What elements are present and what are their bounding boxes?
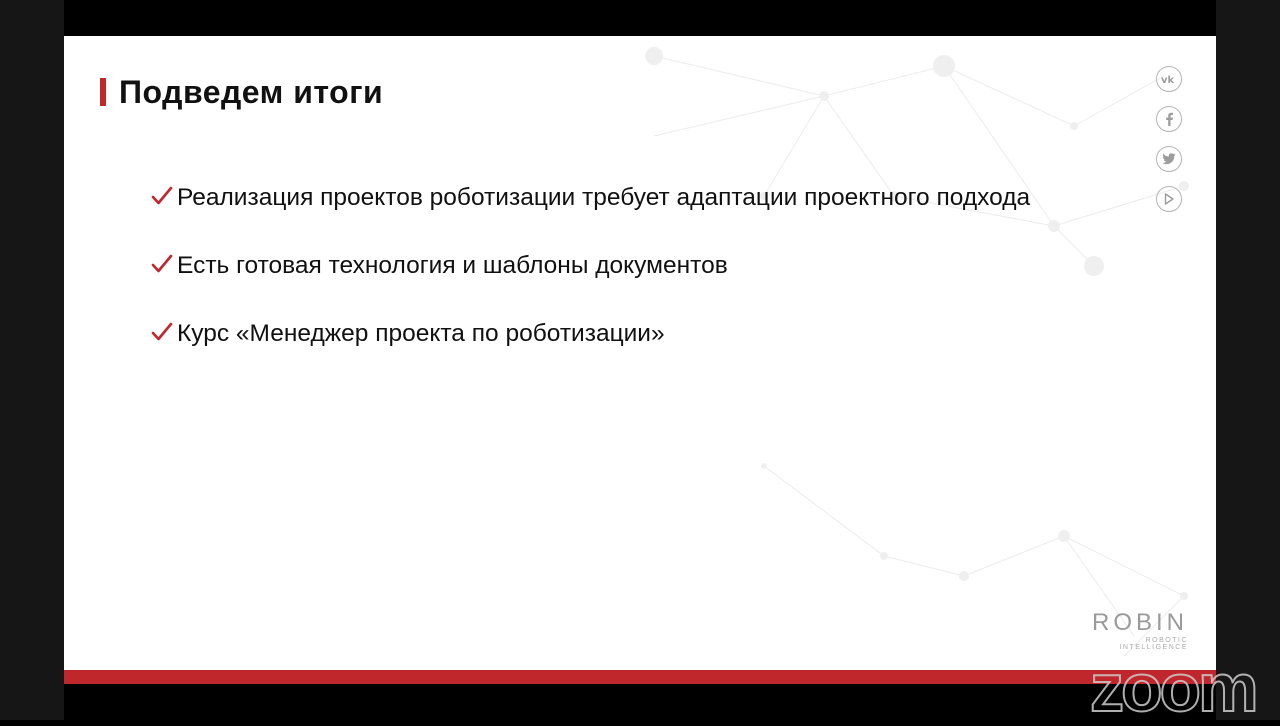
title-accent-bar xyxy=(100,78,106,106)
facebook-icon[interactable] xyxy=(1156,106,1182,132)
bullet-item xyxy=(150,182,1030,214)
social-links xyxy=(1156,66,1186,226)
bullet-text: Есть готовая технология и шаблоны документов xyxy=(177,252,728,279)
bullet-text: Реализация проектов роботизации требует адаптации проектного подхода xyxy=(177,184,1031,211)
twitter-icon[interactable] xyxy=(1156,146,1182,172)
bullet-list xyxy=(150,182,1030,386)
logo-name: ROBIN xyxy=(1091,609,1188,636)
checkmark-icon xyxy=(150,184,174,208)
logo-tagline: ROBOTIC INTELLIGENCE xyxy=(1119,637,1188,651)
bullet-text: Курс «Менеджер проекта по роботизации» xyxy=(177,320,665,347)
zoom-watermark: zoom xyxy=(1090,650,1256,726)
left-letterbox xyxy=(0,0,64,720)
svg-text:vk: vk xyxy=(1161,75,1175,86)
right-letterbox xyxy=(1216,0,1280,720)
youtube-icon[interactable] xyxy=(1156,186,1182,212)
footer-accent-bar xyxy=(64,670,1216,684)
slide-title: Подведем итоги xyxy=(119,73,384,110)
bullet-item xyxy=(150,318,1030,350)
bullet-item xyxy=(150,250,1030,282)
slide-title-block xyxy=(100,72,383,112)
vk-icon[interactable] xyxy=(1156,66,1182,92)
robin-logo xyxy=(1078,610,1188,651)
checkmark-icon xyxy=(150,320,174,344)
checkmark-icon xyxy=(150,252,174,276)
presentation-slide xyxy=(64,36,1256,726)
